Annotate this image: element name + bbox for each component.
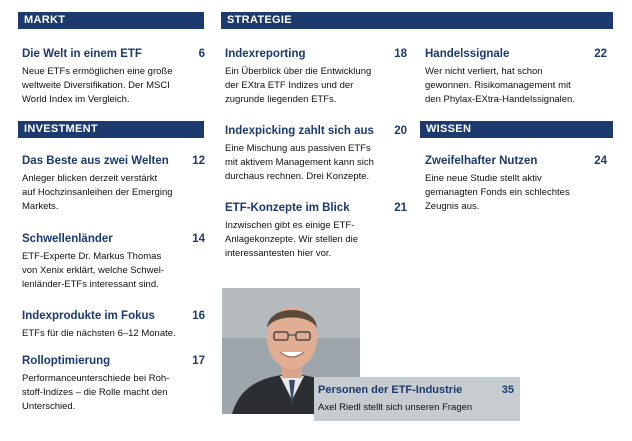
page-number: 35 bbox=[501, 384, 514, 396]
article-das-beste[interactable] bbox=[22, 154, 205, 214]
article-teaser: Performanceunterschiede bei Roh- stoff-Indizes – die Rolle macht den Unterschied. bbox=[22, 373, 170, 412]
section-label: MARKT bbox=[24, 14, 66, 26]
article-rolloptimierung[interactable] bbox=[22, 354, 205, 414]
section-bar-wissen bbox=[420, 121, 613, 138]
article-teaser: Anleger blicken derzeit verstärkt auf Hochzinsanleihen der Emerging Markets. bbox=[22, 173, 173, 212]
article-title[interactable]: Schwellenländer bbox=[22, 233, 113, 245]
article-teaser: ETFs für die nächsten 6–12 Monate. bbox=[22, 328, 176, 339]
article-title[interactable]: Das Beste aus zwei Welten bbox=[22, 155, 169, 167]
section-label: WISSEN bbox=[426, 123, 472, 135]
section-bar-investment bbox=[18, 121, 204, 138]
article-title[interactable]: Indexreporting bbox=[225, 48, 306, 60]
article-title[interactable]: Zweifelhafter Nutzen bbox=[425, 155, 538, 167]
page-number: 12 bbox=[192, 155, 205, 167]
article-die-welt[interactable] bbox=[22, 47, 205, 107]
page-number: 16 bbox=[192, 310, 205, 322]
section-label: STRATEGIE bbox=[227, 14, 292, 26]
article-title[interactable]: Handelssignale bbox=[425, 48, 510, 60]
page-number: 18 bbox=[394, 48, 407, 60]
article-title[interactable]: Indexpicking zahlt sich aus bbox=[225, 125, 374, 137]
section-label: INVESTMENT bbox=[24, 123, 98, 135]
article-indexreporting[interactable] bbox=[225, 47, 407, 107]
article-personen[interactable] bbox=[314, 377, 520, 421]
article-teaser: Ein Überblick über die Entwicklung der EXtra ETF Indizes und der zugrunde liegenden ETFs. bbox=[225, 66, 372, 105]
article-etf-konzepte[interactable] bbox=[225, 201, 407, 261]
page-number: 24 bbox=[594, 155, 607, 167]
page-number: 17 bbox=[192, 355, 205, 367]
article-teaser: ETF-Experte Dr. Markus Thomas von Xenix erklärt, welche Schwel- lenländer-ETFs interessant sind. bbox=[22, 251, 165, 290]
section-bar-markt bbox=[18, 12, 204, 29]
article-teaser: Axel Riedl stellt sich unseren Fragen bbox=[318, 402, 473, 413]
article-title[interactable]: Personen der ETF-Industrie bbox=[318, 384, 463, 396]
article-teaser: Neue ETFs ermöglichen eine große weltweite Diversifikation. Der MSCI World Index im Vergleich. bbox=[22, 66, 173, 105]
article-title[interactable]: Die Welt in einem ETF bbox=[22, 48, 142, 60]
article-schwellenlaender[interactable] bbox=[22, 232, 205, 292]
article-teaser: Inzwischen gibt es einige ETF- Anlagekonzepte. Wir stellen die interessantesten hier vor. bbox=[225, 220, 359, 259]
page-number: 6 bbox=[198, 48, 205, 60]
article-title[interactable]: ETF-Konzepte im Blick bbox=[225, 202, 350, 214]
page-number: 21 bbox=[394, 202, 407, 214]
article-teaser: Eine neue Studie stellt aktiv gemanagten Fonds ein schlechtes Zeugnis aus. bbox=[425, 173, 570, 212]
page-number: 14 bbox=[192, 233, 205, 245]
article-teaser: Eine Mischung aus passiven ETFs mit aktivem Management kann sich durchaus rechnen. Drei Konzepte. bbox=[225, 143, 374, 182]
article-indexprodukte[interactable] bbox=[22, 309, 205, 341]
article-teaser: Wer nicht verliert, hat schon gewonnen. Risikomanagement mit den Phylax-EXtra-Handelssignalen. bbox=[425, 66, 575, 105]
section-bar-strategie bbox=[221, 12, 613, 29]
article-handelssignale[interactable] bbox=[425, 47, 607, 107]
article-zweifelhafter-nutzen[interactable] bbox=[425, 154, 607, 214]
article-indexpicking[interactable] bbox=[225, 124, 407, 184]
article-title[interactable]: Indexprodukte im Fokus bbox=[22, 310, 155, 322]
article-title[interactable]: Rolloptimierung bbox=[22, 355, 111, 367]
page-number: 20 bbox=[394, 125, 407, 137]
page-number: 22 bbox=[594, 48, 607, 60]
